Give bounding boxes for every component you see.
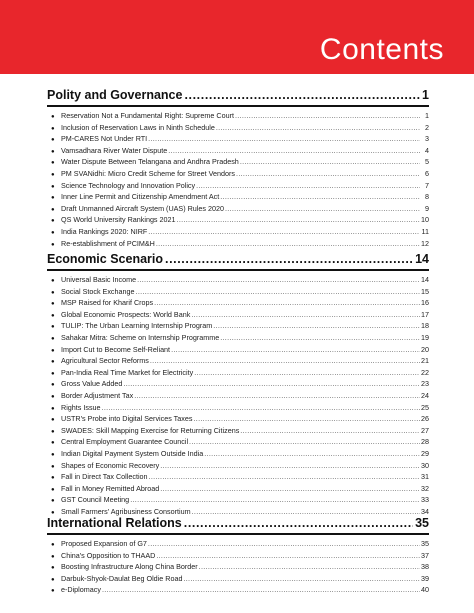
toc-entry-page-number: 2: [425, 122, 429, 132]
bullet-icon: ●: [51, 359, 55, 366]
bullet-icon: ●: [51, 370, 55, 377]
bullet-icon: ●: [51, 137, 55, 144]
toc-entry[interactable]: [47, 584, 429, 596]
dot-leader: [236, 168, 420, 180]
dot-leader: [184, 514, 413, 532]
toc-entry-page-number: 4: [425, 145, 429, 155]
bullet-icon: ●: [51, 289, 55, 296]
toc-entry-page-number: 18: [421, 321, 429, 331]
dot-leader: [136, 286, 420, 298]
toc-entry-title: Boosting Infrastructure Along China Border: [61, 562, 198, 572]
toc-entry[interactable]: [47, 483, 429, 495]
section-divider: [47, 269, 429, 271]
bullet-icon: ●: [51, 114, 55, 120]
dot-leader: [193, 413, 420, 425]
bullet-icon: ●: [51, 195, 55, 202]
dot-leader: [171, 344, 420, 356]
section-heading[interactable]: [47, 86, 429, 104]
toc-entry-page-number: 3: [425, 134, 429, 144]
toc-entry[interactable]: [47, 145, 429, 157]
toc-entry-title: MSP Raised for Kharif Crops: [61, 298, 154, 308]
toc-entry-page-number: 28: [421, 437, 429, 447]
bullet-icon: ●: [51, 312, 55, 319]
toc-entry-title: Universal Basic Income: [61, 275, 137, 284]
toc-section: [47, 514, 429, 596]
bullet-icon: ●: [51, 183, 55, 190]
toc-entry-page-number: 22: [421, 367, 429, 377]
toc-entry[interactable]: [47, 238, 429, 250]
bullet-icon: ●: [51, 440, 55, 447]
toc-entry[interactable]: [47, 355, 429, 367]
dot-leader: [102, 402, 420, 414]
toc-entry-title: Sahakar Mitra: Scheme on Internship Programme: [61, 332, 220, 342]
toc-section: [47, 86, 429, 249]
bullet-icon: ●: [51, 553, 55, 560]
toc-entry-page-number: 39: [421, 573, 429, 583]
dot-leader: [216, 122, 420, 134]
toc-entry[interactable]: [47, 133, 429, 145]
section-divider: [47, 533, 429, 535]
toc-entry[interactable]: [47, 286, 429, 298]
toc-entry-page-number: 21: [421, 356, 429, 366]
dot-leader: [204, 448, 420, 460]
section-title: Polity and Governance: [47, 88, 183, 102]
dot-leader: [220, 191, 420, 203]
bullet-icon: ●: [51, 393, 55, 400]
dot-leader: [191, 309, 420, 321]
bullet-icon: ●: [51, 301, 55, 308]
bullet-icon: ●: [51, 347, 55, 354]
toc-entry-page-number: 12: [421, 238, 429, 248]
toc-entry-title: Rights Issue: [61, 402, 101, 412]
dot-leader: [177, 214, 420, 226]
toc-entry-title: Fall in Money Remitted Abroad: [61, 483, 160, 493]
toc-entry-page-number: 33: [421, 495, 429, 505]
section-page-number: 35: [415, 516, 429, 530]
dot-leader: [154, 297, 420, 309]
toc-entry-page-number: 38: [421, 562, 429, 572]
toc-entry[interactable]: [47, 436, 429, 448]
header-banner: [0, 0, 474, 74]
toc-entry-title: India Rankings 2020: NIRF: [61, 226, 148, 236]
dot-leader: [102, 584, 420, 596]
bullet-icon: ●: [51, 218, 55, 225]
toc-entry[interactable]: [47, 538, 429, 550]
toc-entry[interactable]: [47, 344, 429, 356]
toc-entry-title: Fall in Direct Tax Collection: [61, 472, 148, 482]
toc-entry-title: Vamsadhara River Water Dispute: [61, 145, 168, 155]
toc-entry-title: China's Opposition to THAAD: [61, 550, 156, 560]
toc-entry-list: [47, 110, 429, 249]
toc-entry-list: [47, 274, 429, 517]
toc-entry-title: Proposed Expansion of G7: [61, 539, 147, 548]
toc-entry-page-number: 29: [421, 448, 429, 458]
toc-entry[interactable]: [47, 214, 429, 226]
toc-entry[interactable]: [47, 226, 429, 238]
dot-leader: [184, 86, 420, 104]
toc-entry-page-number: 1: [425, 111, 429, 120]
toc-entry-page-number: 8: [425, 192, 429, 202]
dot-leader: [189, 436, 420, 448]
toc-entry[interactable]: [47, 274, 429, 286]
toc-entry-title: Border Adjustment Tax: [61, 390, 134, 400]
bullet-icon: ●: [51, 324, 55, 331]
bullet-icon: ●: [51, 382, 55, 389]
toc-entry[interactable]: [47, 390, 429, 402]
dot-leader: [150, 355, 420, 367]
toc-entry-page-number: 24: [421, 390, 429, 400]
dot-leader: [183, 573, 420, 585]
dot-leader: [199, 561, 420, 573]
page-title: Contents: [319, 33, 444, 66]
toc-entry[interactable]: [47, 320, 429, 332]
toc-entry-title: Shapes of Economic Recovery: [61, 460, 160, 470]
toc-entry-page-number: 30: [421, 460, 429, 470]
bullet-icon: ●: [51, 542, 55, 548]
toc-entry-title: Reservation Not a Fundamental Right: Supreme Court: [61, 111, 234, 120]
toc-entry[interactable]: [47, 367, 429, 379]
toc-entry-title: TULIP: The Urban Learning Internship Program: [61, 321, 213, 331]
bullet-icon: ●: [51, 486, 55, 493]
toc-entry-page-number: 5: [425, 157, 429, 167]
toc-entry-page-number: 35: [421, 539, 429, 548]
toc-entry-page-number: 15: [421, 286, 429, 296]
toc-entry[interactable]: [47, 309, 429, 321]
toc-entry-page-number: 20: [421, 344, 429, 354]
toc-entry-title: Central Employment Guarantee Council: [61, 437, 189, 447]
toc-entry-title: SWADES: Skill Mapping Exercise for Returning Citizens: [61, 425, 240, 435]
bullet-icon: ●: [51, 576, 55, 583]
toc-entry-title: Darbuk-Shyok-Daulat Beg Oldie Road: [61, 573, 183, 583]
dot-leader: [196, 180, 420, 192]
toc-entry-page-number: 27: [421, 425, 429, 435]
toc-entry-page-number: 17: [421, 309, 429, 319]
toc-entry[interactable]: [47, 425, 429, 437]
toc-entry-title: e-Diplomacy: [61, 585, 101, 595]
bullet-icon: ●: [51, 160, 55, 167]
toc-entry-title: Inner Line Permit and Citizenship Amendment Act: [61, 192, 220, 202]
toc-entry[interactable]: [47, 561, 429, 573]
toc-entry-page-number: 14: [421, 275, 429, 284]
toc-entry-title: Import Cut to Become Self-Reliant: [61, 344, 171, 354]
dot-leader: [220, 332, 420, 344]
toc-entry-list: [47, 538, 429, 596]
toc-entry-title: Science Technology and Innovation Policy: [61, 180, 196, 190]
toc-entry[interactable]: [47, 460, 429, 472]
toc-entry[interactable]: [47, 122, 429, 134]
dot-leader: [194, 367, 420, 379]
toc-entry-title: Draft Unmanned Aircraft System (UAS) Rules 2020: [61, 203, 224, 213]
dot-leader: [134, 390, 420, 402]
toc-entry[interactable]: [47, 180, 429, 192]
bullet-icon: ●: [51, 335, 55, 342]
toc-entry[interactable]: [47, 297, 429, 309]
dot-leader: [240, 156, 420, 168]
bullet-icon: ●: [51, 509, 55, 516]
dot-leader: [137, 274, 420, 286]
toc-entry-title: Small Farmers' Agribusiness Consortium: [61, 506, 191, 516]
bullet-icon: ●: [51, 463, 55, 470]
bullet-icon: ●: [51, 565, 55, 572]
toc-entry[interactable]: [47, 378, 429, 390]
section-divider: [47, 105, 429, 107]
toc-entry[interactable]: [47, 156, 429, 168]
section-page-number: 1: [422, 88, 429, 102]
bullet-icon: ●: [51, 428, 55, 435]
toc-entry-page-number: 40: [421, 585, 429, 595]
bullet-icon: ●: [51, 498, 55, 505]
bullet-icon: ●: [51, 451, 55, 458]
toc-entry-page-number: 37: [421, 550, 429, 560]
bullet-icon: ●: [51, 278, 55, 284]
toc-entry[interactable]: [47, 402, 429, 414]
toc-entry-page-number: 26: [421, 414, 429, 424]
toc-entry-title: Water Dispute Between Telangana and Andhra Pradesh: [61, 157, 239, 167]
dot-leader: [160, 460, 420, 472]
section-title: International Relations: [47, 516, 182, 530]
dot-leader: [235, 110, 420, 122]
toc-entry-page-number: 25: [421, 402, 429, 412]
toc-entry-title: Social Stock Exchange: [61, 286, 135, 296]
bullet-icon: ●: [51, 171, 55, 178]
bullet-icon: ●: [51, 417, 55, 424]
toc-entry-page-number: 7: [425, 180, 429, 190]
bullet-icon: ●: [51, 588, 55, 595]
toc-entry-page-number: 9: [425, 203, 429, 213]
toc-entry[interactable]: [47, 573, 429, 585]
toc-entry-title: Pan-India Real Time Market for Electricity: [61, 367, 194, 377]
dot-leader: [148, 226, 420, 238]
dot-leader: [168, 145, 420, 157]
toc-entry-title: Global Economic Prospects: World Bank: [61, 309, 191, 319]
dot-leader: [225, 203, 420, 215]
dot-leader: [149, 471, 420, 483]
toc-entry-title: Gross Value Added: [61, 379, 123, 389]
dot-leader: [156, 550, 420, 562]
dot-leader: [148, 133, 420, 145]
toc-entry-page-number: 6: [425, 168, 429, 178]
dot-leader: [165, 250, 413, 268]
toc-entry-page-number: 23: [421, 379, 429, 389]
toc-entry-page-number: 10: [421, 215, 429, 225]
toc-entry-title: PM-CARES Not Under RTI: [61, 134, 148, 144]
dot-leader: [148, 538, 420, 550]
bullet-icon: ●: [51, 125, 55, 132]
toc-entry-title: USTR's Probe into Digital Services Taxes: [61, 414, 193, 424]
toc-entry-title: QS World University Rankings 2021: [61, 215, 176, 225]
section-heading[interactable]: [47, 514, 429, 532]
bullet-icon: ●: [51, 475, 55, 482]
toc-entry-title: Agricultural Sector Reforms: [61, 356, 149, 366]
toc-entry[interactable]: [47, 168, 429, 180]
toc-entry[interactable]: [47, 494, 429, 506]
toc-entry-page-number: 19: [421, 332, 429, 342]
dot-leader: [123, 378, 420, 390]
section-title: Economic Scenario: [47, 252, 164, 266]
dot-leader: [240, 425, 420, 437]
dot-leader: [156, 238, 420, 250]
section-heading[interactable]: [47, 250, 429, 268]
toc-entry-page-number: 31: [421, 472, 429, 482]
dot-leader: [130, 494, 420, 506]
toc-entry-title: GST Council Meeting: [61, 495, 130, 505]
toc-entry[interactable]: [47, 413, 429, 425]
toc-section: [47, 250, 429, 517]
toc-entry[interactable]: [47, 203, 429, 215]
bullet-icon: ●: [51, 206, 55, 213]
bullet-icon: ●: [51, 148, 55, 155]
toc-entry[interactable]: [47, 191, 429, 203]
toc-entry[interactable]: [47, 448, 429, 460]
toc-entry-page-number: 16: [421, 298, 429, 308]
dot-leader: [213, 320, 420, 332]
toc-entry-title: Indian Digital Payment System Outside India: [61, 448, 204, 458]
toc-entry-title: Re-establishment of PCIM&H: [61, 238, 155, 248]
toc-entry[interactable]: [47, 332, 429, 344]
toc-entry-page-number: 32: [421, 483, 429, 493]
toc-entry-page-number: 11: [421, 226, 429, 236]
toc-entry[interactable]: [47, 110, 429, 122]
toc-entry-page-number: 34: [421, 506, 429, 516]
section-page-number: 14: [415, 252, 429, 266]
dot-leader: [160, 483, 420, 495]
bullet-icon: ●: [51, 229, 55, 236]
toc-entry[interactable]: [47, 471, 429, 483]
toc-entry-title: Inclusion of Reservation Laws in Ninth Schedule: [61, 122, 215, 132]
bullet-icon: ●: [51, 241, 55, 248]
bullet-icon: ●: [51, 405, 55, 412]
toc-entry[interactable]: [47, 550, 429, 562]
toc-entry-title: PM SVANidhi: Micro Credit Scheme for Street Vendors: [61, 168, 236, 178]
